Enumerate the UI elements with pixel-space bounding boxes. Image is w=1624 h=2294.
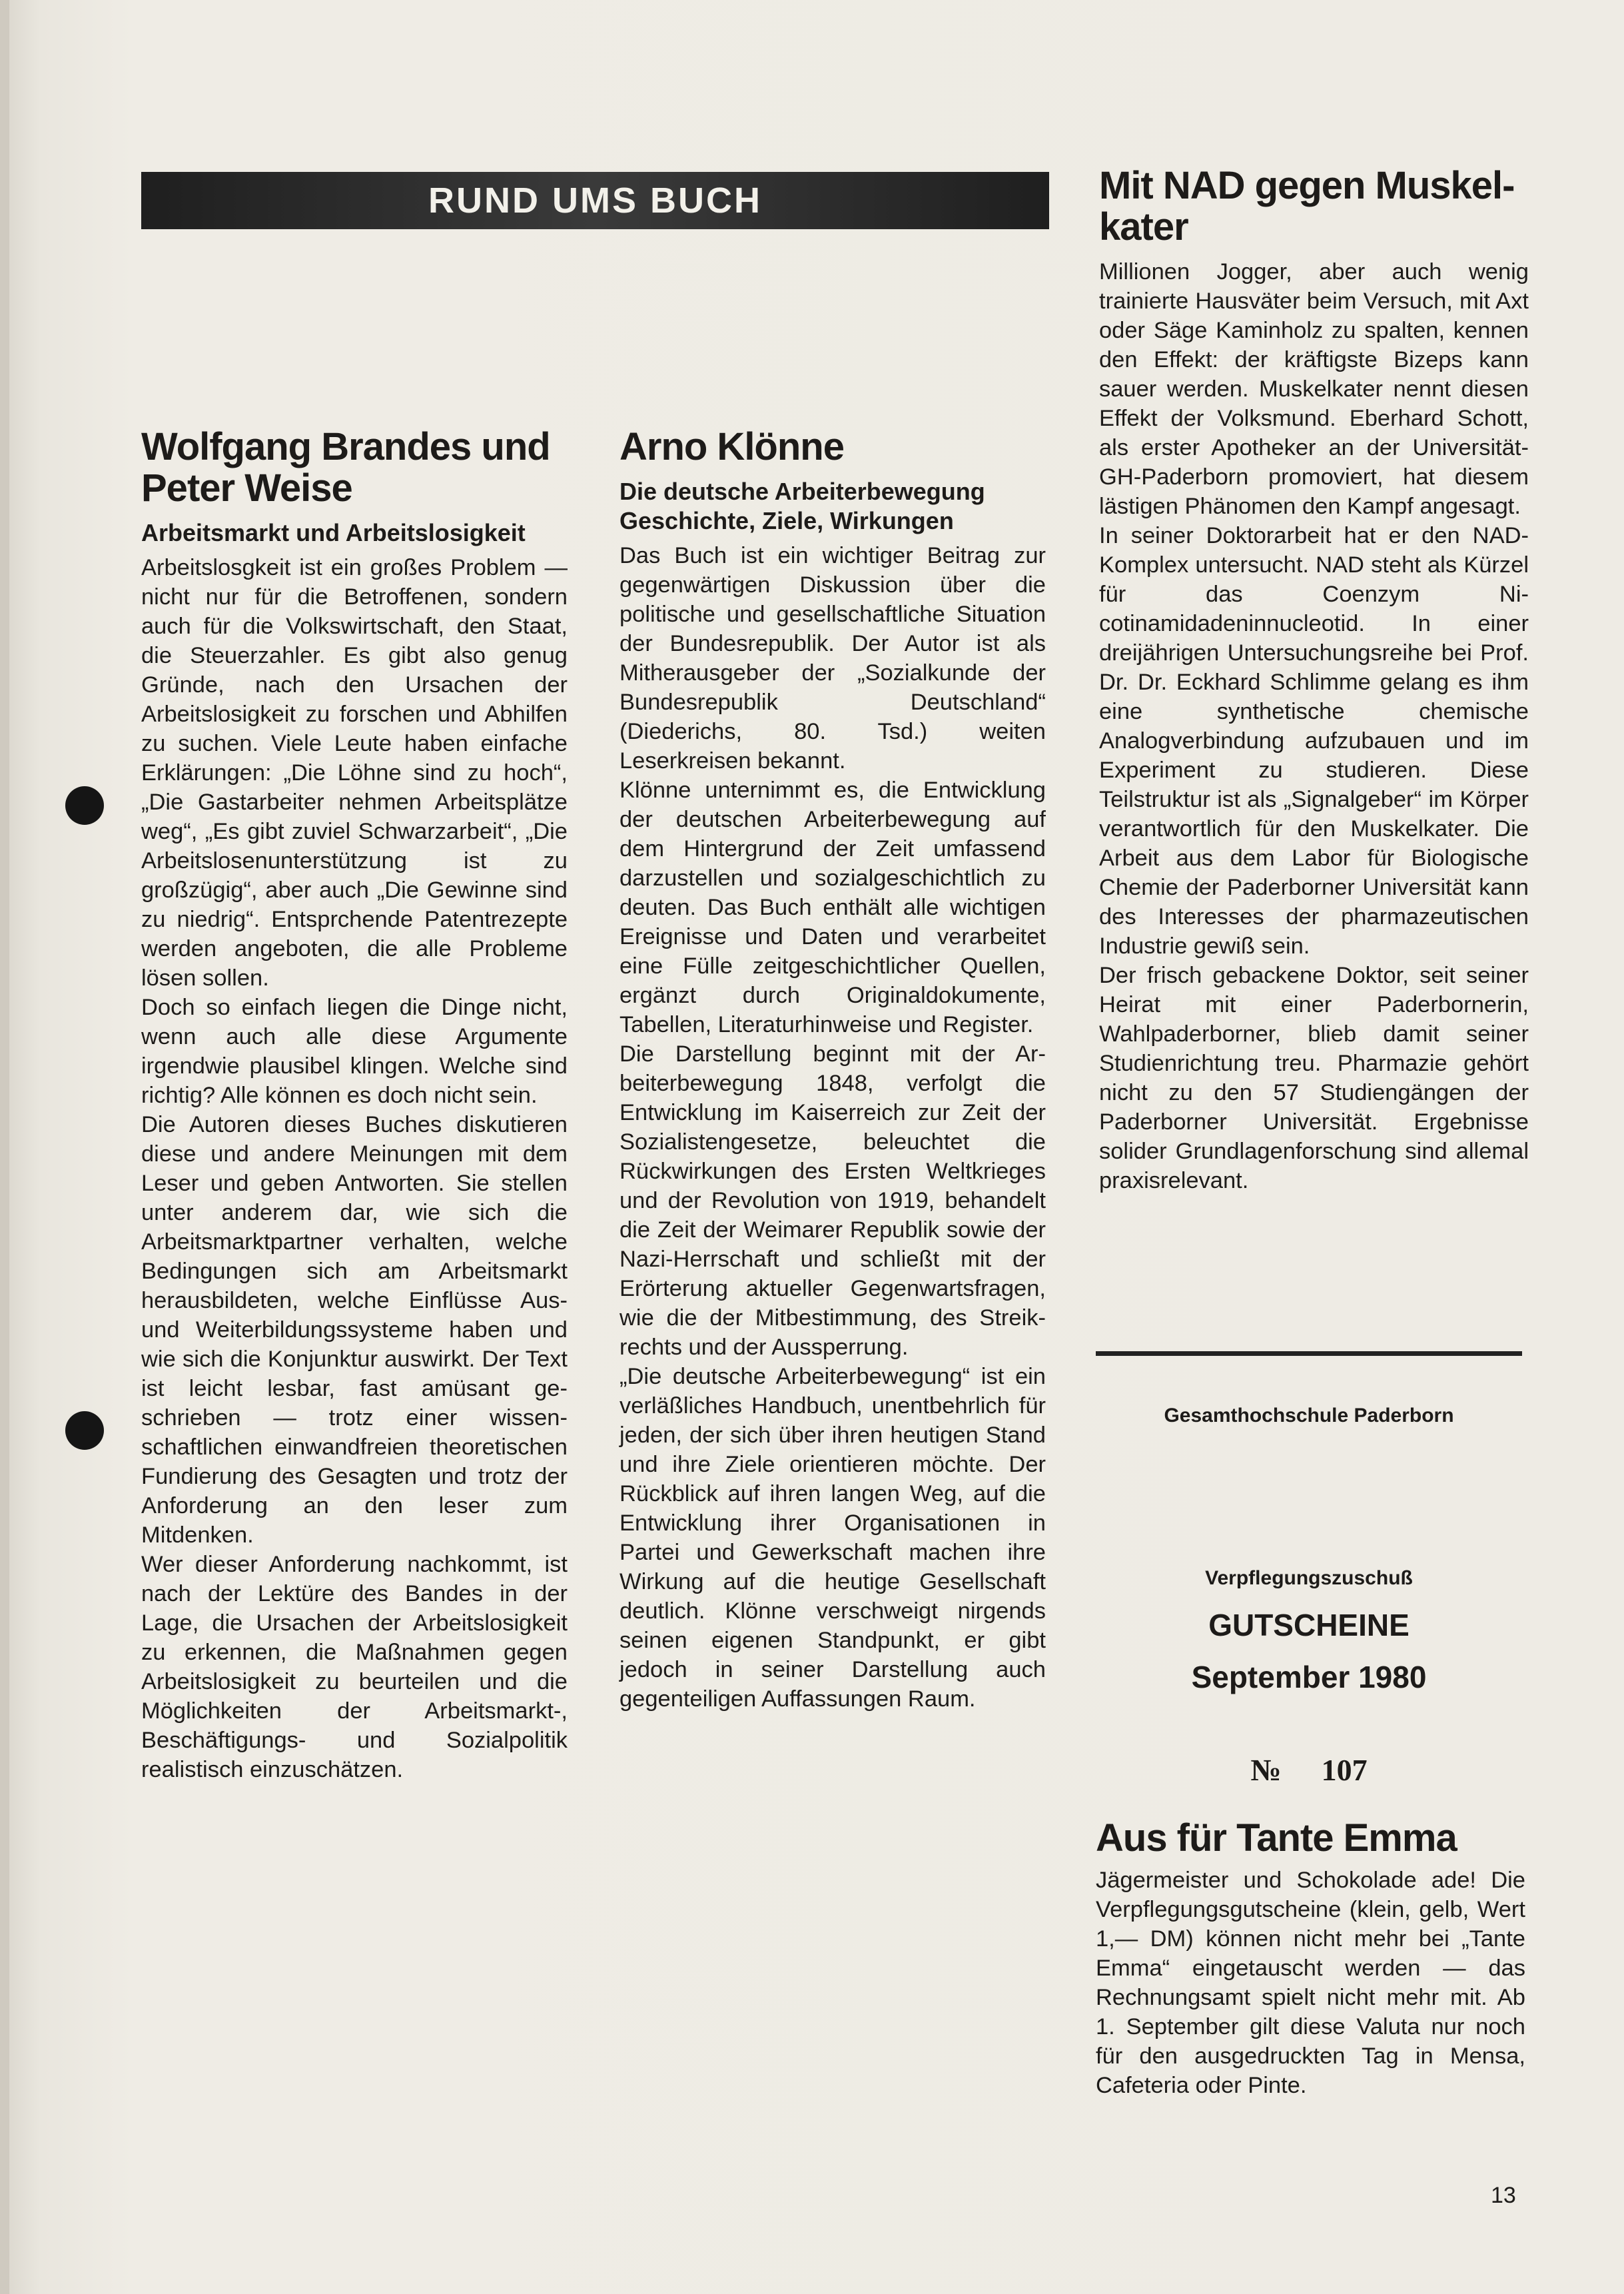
- article-paragraph: Klönne unternimmt es, die Entwicklung der deutschen Arbeiterbewegung auf dem Hintergrund der Zeit umfassend darzustellen und sozialgeschichtlich zu deuten. Das Buch enthält alle wichtigen Ereignisse und Daten und verarbeitet eine Fülle zeitgeschichtlicher Quellen, ergänzt durch Originaldokumente, Tabellen, Literaturhinweise und Register.: [619, 778, 1046, 1037]
- section-banner: [141, 172, 1049, 229]
- section-banner-title: RUND UMS BUCH: [428, 181, 762, 221]
- voucher-number-line: [1096, 1752, 1522, 1788]
- article-author: Arno Klönne: [619, 425, 844, 468]
- voucher-title: GUTSCHEINE: [1208, 1608, 1410, 1642]
- numero-sign: №: [1250, 1753, 1282, 1787]
- article-tante-emma: [1096, 1818, 1525, 2100]
- article-paragraph: Doch so einfach liegen die Dinge nicht, wenn auch alle diese Argumente irgendwie plausibel klingen. Welche sind richtig? Alle können es doch nicht sein.: [141, 995, 568, 1108]
- article-body: [141, 553, 568, 1784]
- article-paragraph: Millionen Jogger, aber auch wenig trainierte Hausväter beim Versuch, mit Axt oder Säge Kaminholz zu spalten, kennen den Effekt: der kräftigste Bizeps kann sauer werden. Muskelkater nennt diesen Effekt der Volksmund. Eberhard Schott, als erster Apotheker an der Universität-GH-Paderborn promoviert, hat diesem lästigen Phänomen den Kampf angesagt.: [1099, 259, 1529, 519]
- voucher-date: September 1980: [1191, 1660, 1427, 1694]
- article-paragraph: Die Darstellung beginnt mit der Arbeiterbewegung 1848, verfolgt die Entwicklung im Kaiserreich zur Zeit der Sozialistengesetze, beleuchtet die Rückwirkungen des Ersten Weltkrieges und der Revolution von 1919, behandelt die Zeit der Weimarer Republik sowie der Nazi-Herrschaft und schließt mit der Erörterung aktueller Gegenwartsfragen, wie die der Mitbestimmung, des Streikrechts und der Aussperrung.: [619, 1041, 1046, 1360]
- article-headline: Mit NAD gegen Muskelkater: [1099, 164, 1515, 249]
- punch-hole-upper: [65, 786, 104, 825]
- article-paragraph: Jägermeister und Schokolade ade! Die Verpflegungsgutscheine (klein, gelb, Wert 1,— DM) können nicht mehr bei „Tante Emma“ eingetauscht werden — das Rechnungsamt spielt nicht mehr mit. Ab 1. September gilt diese Valuta nur noch für den ausgedruckten Tag in Mensa, Cafeteria oder Pinte.: [1096, 1868, 1525, 2098]
- article-body: [619, 541, 1046, 1714]
- article-body: [1099, 257, 1529, 1195]
- article-brandes-weise: [141, 426, 568, 1784]
- section-divider: [1096, 1351, 1522, 1356]
- article-paragraph: In seiner Doktorarbeit hat er den NAD-Komplex untersucht. NAD steht als Kürzel für das Coenzym Nicotinamidadeninnucleotid. In einer dreijährigen Untersuchungsreihe bei Prof. Dr. Dr. Eckhard Schlimme gelang es ihm eine synthetische chemische Analogverbindung aufzubauen und im Experiment zu studieren. Diese Teilstruktur ist als „Signalgeber“ im Körper verantwortlich für den Muskelkater. Die Arbeit aus dem Labor für Biologische Chemie der Paderborner Universität kann des Interesses der pharmazeutischen Industrie gewiß sein.: [1099, 523, 1529, 959]
- article-author: Wolfgang Brandes und Peter Weise: [141, 425, 550, 510]
- article-book-title: Arbeitsmarkt und Arbeitslosigkeit: [141, 519, 526, 546]
- article-body: [1096, 1866, 1525, 2100]
- article-paragraph: Der frisch gebackene Doktor, seit seiner Heirat mit einer Paderbornerin, Wahlpaderborner, blieb damit seiner Studienrichtung treu. Pharmazie gehört nicht zu den 57 Studiengängen der Paderborner Universität. Ergebnisse solider Grundlagenforschung sind allemal praxisrelevant.: [1099, 963, 1529, 1193]
- article-paragraph: Wer dieser Anforderung nachkommt, ist nach der Lektüre des Bandes in der Lage, die Ursachen der Arbeitslosigkeit zu erkennen, die Maßnahmen gegen Arbeitslosigkeit zu beurteilen und die Möglichkeiten der Arbeitsmarkt-, Beschäftigungs- und Sozialpolitik realistisch einzuschätzen.: [141, 1552, 568, 1782]
- article-paragraph: Arbeitslosgkeit ist ein großes Problem — nicht nur für die Betroffenen, sondern auch für die Volkswirtschaft, den Staat, die Steuerzahler. Es gibt also genug Gründe, nach den Ursachen der Arbeitslosigkeit zu forschen und Abhilfen zu suchen. Viele Leute haben einfache Erklärungen: „Die Löhne sind zu hoch“, „Die Gastarbeiter nehmen Arbeitsplätze weg“, „Es gibt zuviel Schwarzarbeit“, „Die Arbeitslosenunterstützung ist zu großzügig“, aber auch „Die Gewinne sind zu niedrig“. Entsprchende Patentrezepte werden angeboten, die alle Probleme lösen sollen.: [141, 555, 568, 991]
- punch-hole-lower: [65, 1411, 104, 1450]
- article-kloenne: [619, 426, 1046, 1714]
- voucher-label: Verpflegungszuschuß: [1205, 1567, 1413, 1589]
- article-headline: Aus für Tante Emma: [1096, 1816, 1457, 1860]
- article-paragraph: Die Autoren dieses Buches diskutieren diese und andere Meinungen mit dem Leser und geben Antworten. Sie stellen unter anderem dar, wie sich die Arbeitsmarktpartner verhalten, welche Bedingungen sich am Arbeitsmarkt herausbildeten, welche Einflüsse Aus- und Weiterbildungssysteme haben und wie sich die Konjunktur auswirkt. Der Text ist leicht lesbar, fast amüsant geschrieben — trotz einer wissenschaftlichen einwandfreien theoretischen Fundierung des Gesagten und trotz der Anforderung an den leser zum Mitdenken.: [141, 1112, 568, 1548]
- binding-edge: [0, 0, 9, 2294]
- article-book-title: Die deutsche Arbeiterbewegung Geschichte, Ziele, Wirkungen: [619, 478, 985, 534]
- voucher-institution: Gesamthochschule Paderborn: [1164, 1405, 1454, 1427]
- voucher-number: 107: [1321, 1753, 1368, 1787]
- article-paragraph: „Die deutsche Arbeiterbewegung“ ist ein verläßliches Handbuch, unentbehrlich für jeden, der sich über ihren heutigen Stand und ihre Ziele orientieren möchte. Der Rückblick auf ihren langen Weg, auf die Entwicklung ihrer Organisationen in Partei und Gewerkschaft machen ihre Wirkung auf die heutige Gesellschaft deutlich. Klönne verschweigt nirgends seinen eigenen Standpunkt, er gibt jedoch in seiner Darstellung auch gegenteiligen Auffassungen Raum.: [619, 1364, 1046, 1712]
- page-number: 13: [1491, 2183, 1516, 2208]
- article-nad: [1099, 165, 1529, 1195]
- article-paragraph: Das Buch ist ein wichtiger Beitrag zur gegenwärtigen Diskussion über die politische und gesellschaftliche Situation der Bundesrepublik. Der Autor ist als Mitherausgeber der „Sozialkunde der Bundesrepublik Deutschland“ (Diederichs, 80. Tsd.) weiten Leserkreisen bekannt.: [619, 543, 1046, 774]
